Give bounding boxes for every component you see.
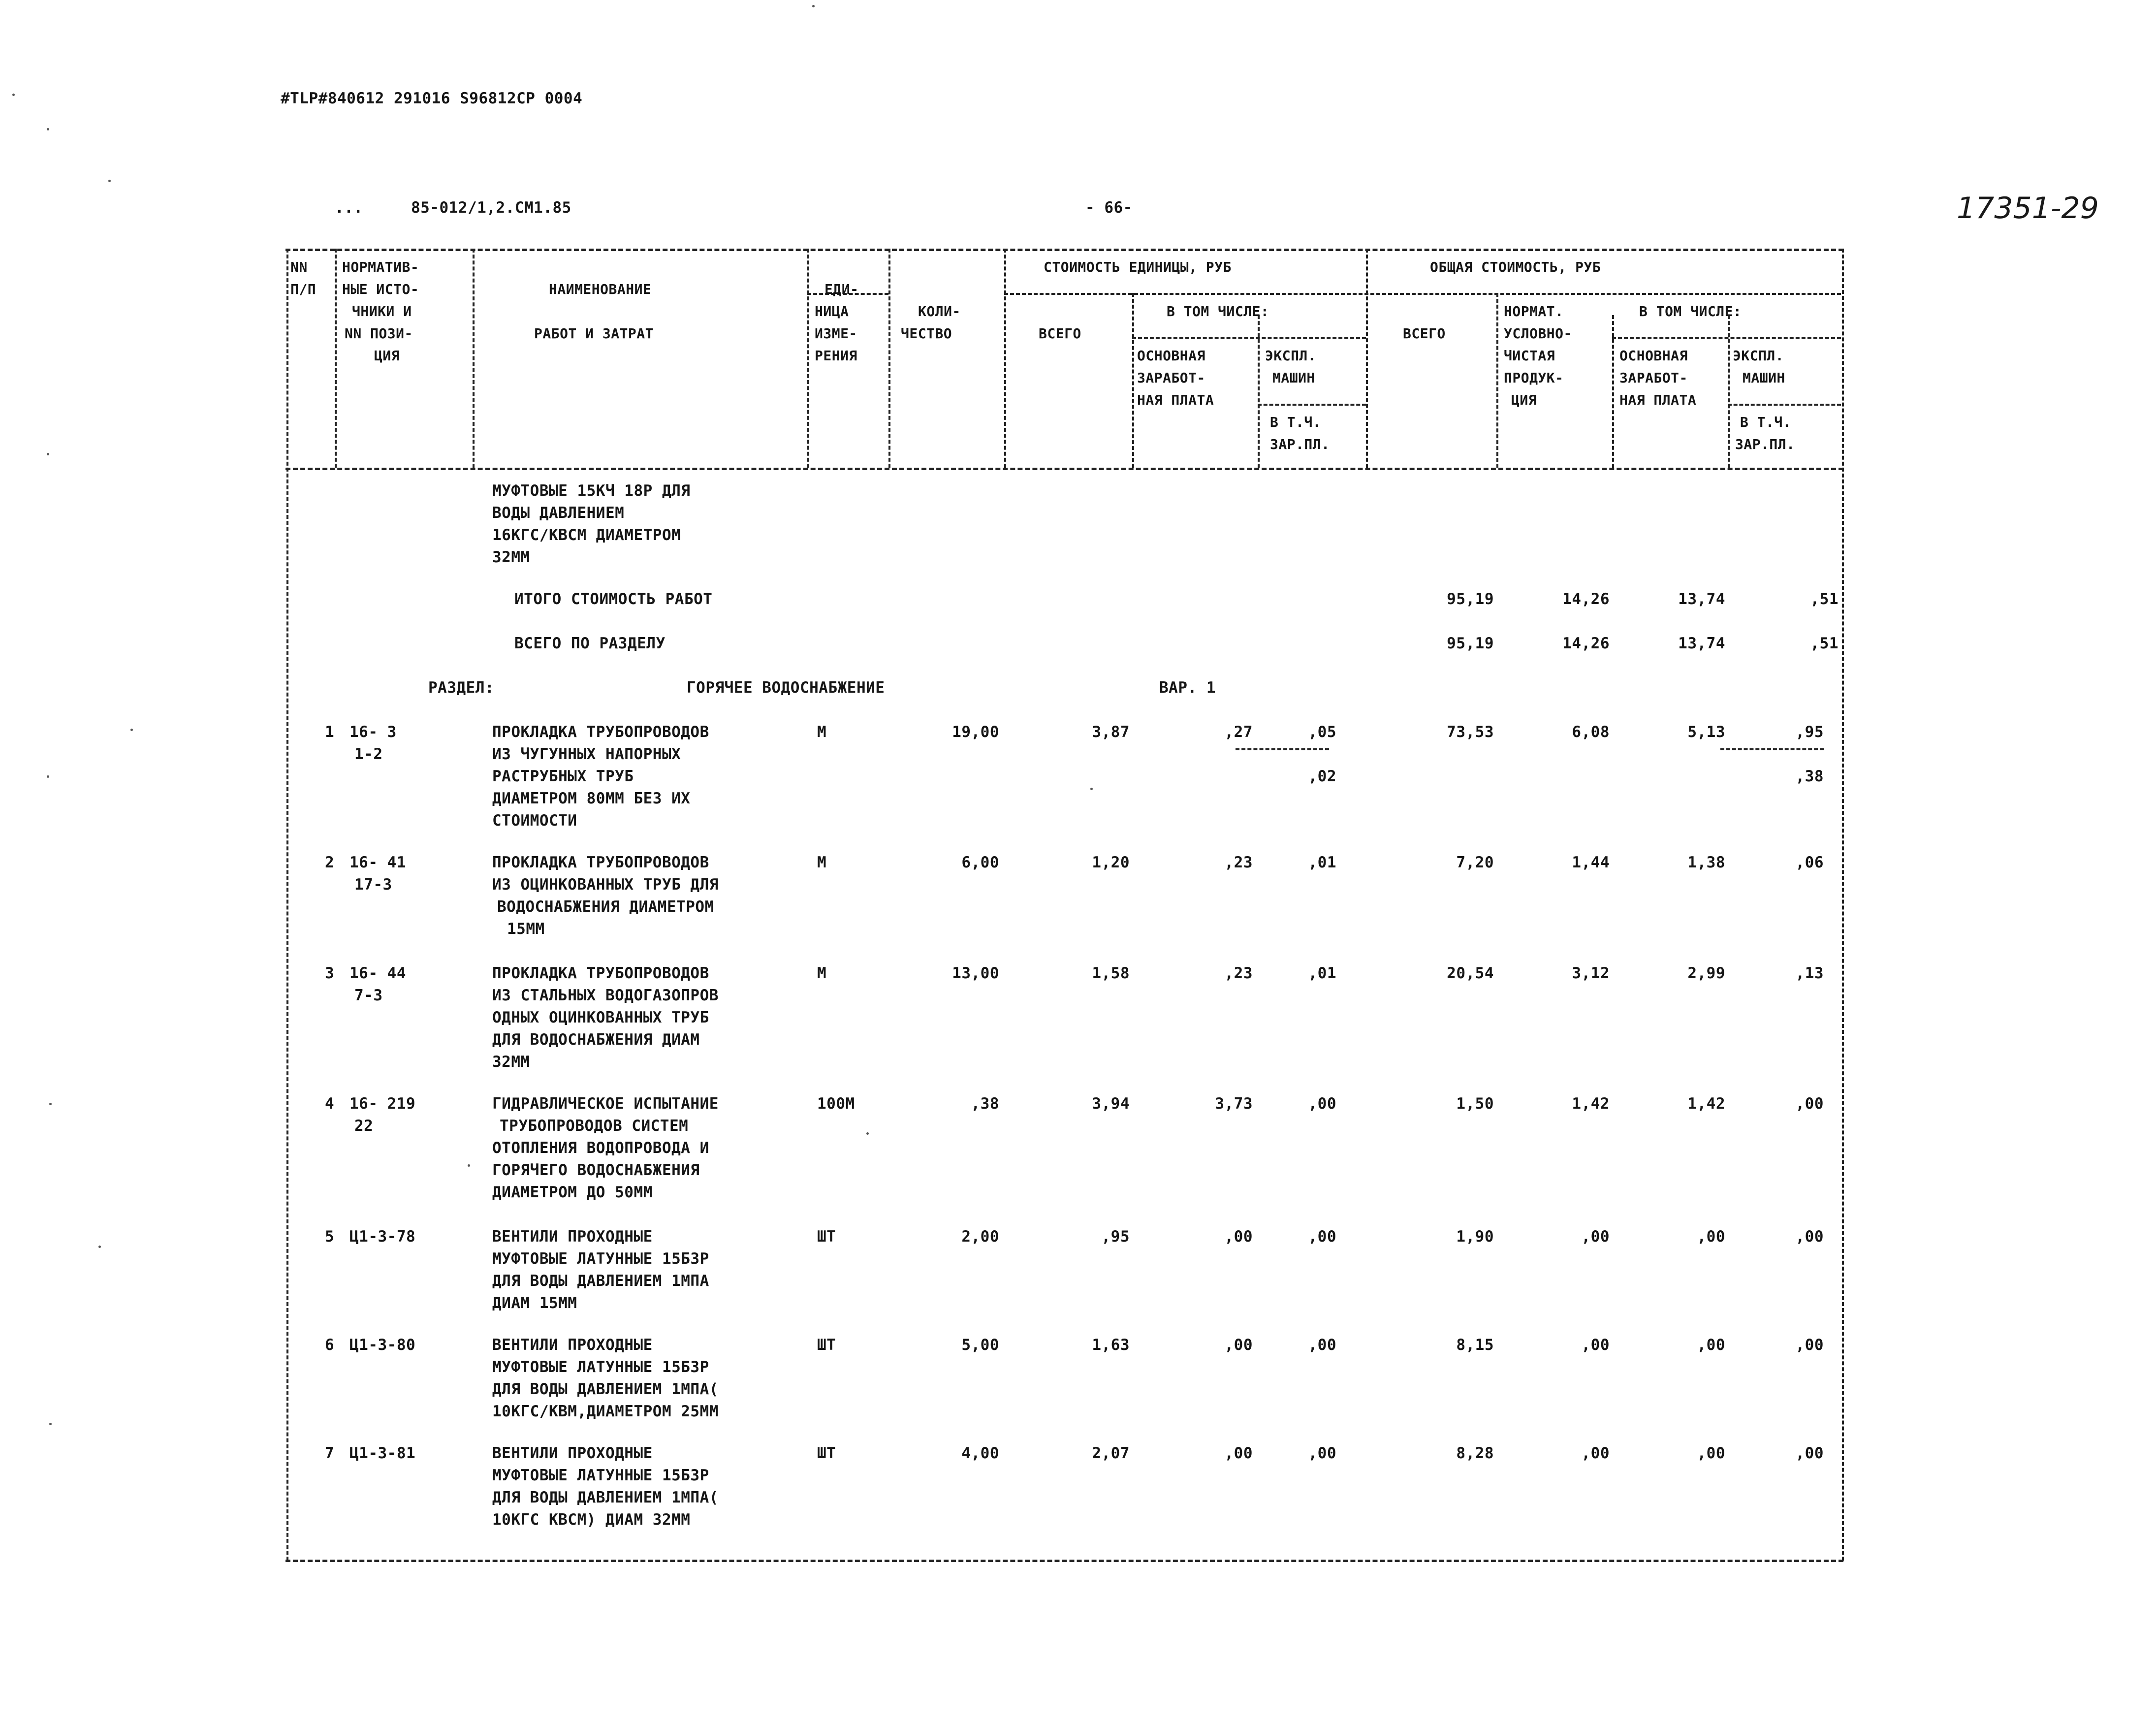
- item-number: 7: [325, 1444, 335, 1462]
- item-divider: [1720, 748, 1824, 750]
- header-col-sep: [473, 249, 475, 468]
- item-name-line: ДЛЯ ВОДОСНАБЖЕНИЯ ДИАМ: [492, 1031, 700, 1049]
- item-unit-total: ,95: [1101, 1228, 1130, 1246]
- item-unit-ekspl: ,00: [1308, 1444, 1336, 1462]
- item-name-line: ДЛЯ ВОДЫ ДАВЛЕНИЕМ 1МПА(: [492, 1489, 719, 1506]
- item-unit: 100М: [817, 1095, 855, 1113]
- item-name-line: ОДНЫХ ОЦИНКОВАННЫХ ТРУБ: [492, 1009, 709, 1026]
- header-sub-sep: [1132, 337, 1366, 339]
- item-normat: 3,12: [1572, 964, 1610, 982]
- item-total-zp: ,00: [1697, 1336, 1725, 1354]
- item-total-zp: 1,42: [1687, 1095, 1725, 1113]
- header-qty: ЧЕСТВО: [901, 325, 952, 342]
- summary-zp: 13,74: [1678, 590, 1725, 608]
- item-unit-zp: ,23: [1224, 964, 1253, 982]
- scan-speck: [47, 775, 49, 778]
- item-unit-ekspl: ,00: [1308, 1095, 1336, 1113]
- item-unit: ШТ: [817, 1336, 836, 1354]
- item-unit-total: 1,20: [1092, 854, 1130, 871]
- header-sub-sep: [1258, 404, 1366, 406]
- item-name-line: 32ММ: [492, 1053, 530, 1071]
- header-unit-total: ВСЕГО: [1039, 325, 1081, 342]
- header-total-zp: ОСНОВНАЯ: [1619, 348, 1688, 364]
- header-sub-sep: [1728, 404, 1841, 406]
- scan-speck: [812, 5, 815, 7]
- item-total: 7,20: [1456, 854, 1494, 871]
- header-unit-ekspl: ЭКСПЛ.: [1265, 348, 1317, 364]
- page-prefix: ...: [335, 199, 363, 217]
- item-unit-ekspl: ,01: [1308, 964, 1336, 982]
- item-number: 2: [325, 854, 335, 871]
- item-unit-total: 1,58: [1092, 964, 1130, 982]
- header-total-vt: В Т.Ч.: [1740, 414, 1792, 430]
- item-norm: 1-2: [354, 745, 383, 763]
- item-normat: 6,08: [1572, 723, 1610, 741]
- header-name: РАБОТ И ЗАТРАТ: [534, 325, 654, 342]
- header-unit-zp: ЗАРАБОТ-: [1137, 370, 1205, 386]
- item-qty: 13,00: [952, 964, 999, 982]
- page-number: - 66-: [1085, 199, 1133, 217]
- scan-speck: [98, 1246, 101, 1248]
- item-total-ekspl: ,00: [1795, 1336, 1824, 1354]
- summary-normat: 14,26: [1562, 590, 1610, 608]
- table-bottom-border: [285, 1560, 1843, 1562]
- header-norm: ЧНИКИ И: [352, 303, 412, 320]
- header-total-ekspl: ЭКСПЛ.: [1733, 348, 1784, 364]
- scan-speck: [866, 1132, 869, 1135]
- item-unit-zp: 3,73: [1215, 1095, 1253, 1113]
- header-normat: ЦИЯ: [1511, 392, 1537, 408]
- header-sub-sep: [1612, 337, 1841, 339]
- item-name-line: ДИАМЕТРОМ ДО 50ММ: [492, 1183, 653, 1201]
- handwritten-reference: 17351-29: [1957, 191, 2099, 225]
- item-unit-total: 2,07: [1092, 1444, 1130, 1462]
- item-normat: ,00: [1581, 1336, 1610, 1354]
- item-name-line: ИЗ СТАЛЬНЫХ ВОДОГАЗОПРОВ: [492, 987, 719, 1004]
- table-left-border: [286, 249, 288, 1561]
- item-normat: ,00: [1581, 1444, 1610, 1462]
- item-name-line: ПРОКЛАДКА ТРУБОПРОВОДОВ: [492, 723, 709, 741]
- header-sub-sep: [1004, 293, 1841, 295]
- header-qty: КОЛИ-: [918, 303, 961, 320]
- header-unit-zp: НАЯ ПЛАТА: [1137, 392, 1214, 408]
- header-unit-incl: В ТОМ ЧИСЛЕ:: [1167, 303, 1269, 320]
- item-total-zp: ,00: [1697, 1228, 1725, 1246]
- item-name-line: ВЕНТИЛИ ПРОХОДНЫЕ: [492, 1444, 653, 1462]
- scan-speck: [49, 1103, 52, 1105]
- header-norm: НОРМАТИВ-: [342, 259, 419, 275]
- item-total-zp: 2,99: [1687, 964, 1725, 982]
- item-qty: 4,00: [961, 1444, 999, 1462]
- item-unit-vt: ,02: [1308, 768, 1336, 785]
- item-total-ekspl: ,95: [1795, 723, 1824, 741]
- item-name-line: ТРУБОПРОВОДОВ СИСТЕМ: [500, 1117, 689, 1135]
- item-number: 6: [325, 1336, 335, 1354]
- summary-total: 95,19: [1447, 635, 1494, 652]
- item-name-line: ВЕНТИЛИ ПРОХОДНЫЕ: [492, 1336, 653, 1354]
- item-number: 5: [325, 1228, 335, 1246]
- item-normat: 1,44: [1572, 854, 1610, 871]
- item-name-line: ГОРЯЧЕГО ВОДОСНАБЖЕНИЯ: [492, 1161, 700, 1179]
- item-total: 1,90: [1456, 1228, 1494, 1246]
- item-unit-ekspl: ,00: [1308, 1228, 1336, 1246]
- item-unit-zp: ,00: [1224, 1444, 1253, 1462]
- item-normat: ,00: [1581, 1228, 1610, 1246]
- item-name-line: МУФТОВЫЕ ЛАТУННЫЕ 15Б3Р: [492, 1467, 709, 1484]
- table-top-border: [285, 249, 1843, 251]
- table-right-border: [1842, 249, 1844, 1561]
- item-qty: 6,00: [961, 854, 999, 871]
- header-normat: УСЛОВНО-: [1504, 325, 1572, 342]
- summary-label: ИТОГО СТОИМОСТЬ РАБОТ: [514, 590, 713, 608]
- item-total: 73,53: [1447, 723, 1494, 741]
- header-norm: NN ПОЗИ-: [345, 325, 413, 342]
- item-unit: ШТ: [817, 1444, 836, 1462]
- scan-speck: [12, 94, 15, 96]
- header-col-sep: [335, 249, 337, 468]
- item-norm: Ц1-3-81: [349, 1444, 416, 1462]
- header-col-sep: [1496, 293, 1498, 468]
- item-qty: 5,00: [961, 1336, 999, 1354]
- header-nn: NN: [290, 259, 308, 275]
- item-unit-zp: ,23: [1224, 854, 1253, 871]
- header-norm: НЫЕ ИСТО-: [342, 281, 419, 297]
- item-total-zp: 1,38: [1687, 854, 1725, 871]
- item-norm: Ц1-3-78: [349, 1228, 416, 1246]
- item-name-line: ДИАМЕТРОМ 80ММ БЕЗ ИХ: [492, 790, 691, 807]
- item-unit-ekspl: ,00: [1308, 1336, 1336, 1354]
- item-total: 1,50: [1456, 1095, 1494, 1113]
- summary-zp: 13,74: [1678, 635, 1725, 652]
- item-total: 8,15: [1456, 1336, 1494, 1354]
- item-name-line: ОТОПЛЕНИЯ ВОДОПРОВОДА И: [492, 1139, 709, 1157]
- item-norm: 16- 44: [349, 964, 406, 982]
- item-name-line: ДЛЯ ВОДЫ ДАВЛЕНИЕМ 1МПА: [492, 1272, 709, 1290]
- item-name-line: ИЗ ОЦИНКОВАННЫХ ТРУБ ДЛЯ: [492, 876, 719, 894]
- item-norm: 17-3: [354, 876, 392, 894]
- item-number: 4: [325, 1095, 335, 1113]
- item-name-line: ПРОКЛАДКА ТРУБОПРОВОДОВ: [492, 854, 709, 871]
- header-unit: НИЦА: [815, 303, 849, 320]
- header-unit-vt: В Т.Ч.: [1270, 414, 1322, 430]
- scan-speck: [47, 128, 49, 130]
- item-total-ekspl: ,06: [1795, 854, 1824, 871]
- item-norm: 16- 219: [349, 1095, 416, 1113]
- item-total-zp: 5,13: [1687, 723, 1725, 741]
- header-normat: ПРОДУК-: [1504, 370, 1564, 386]
- section-name: ГОРЯЧЕЕ ВОДОСНАБЖЕНИЕ: [687, 679, 885, 697]
- summary-vt: ,51: [1810, 635, 1839, 652]
- item-unit-total: 3,94: [1092, 1095, 1130, 1113]
- carry-over-line: 16КГС/КВСМ ДИАМЕТРОМ: [492, 526, 681, 544]
- item-number: 1: [325, 723, 335, 741]
- summary-vt: ,51: [1810, 590, 1839, 608]
- item-unit-total: 3,87: [1092, 723, 1130, 741]
- item-total-ekspl: ,00: [1795, 1095, 1824, 1113]
- item-total-zp: ,00: [1697, 1444, 1725, 1462]
- item-unit: ШТ: [817, 1228, 836, 1246]
- item-qty: 2,00: [961, 1228, 999, 1246]
- item-unit: М: [817, 964, 827, 982]
- summary-label: ВСЕГО ПО РАЗДЕЛУ: [514, 635, 666, 652]
- header-total-ekspl: МАШИН: [1743, 370, 1785, 386]
- item-name-line: ИЗ ЧУГУННЫХ НАПОРНЫХ: [492, 745, 681, 763]
- item-total-ekspl: ,13: [1795, 964, 1824, 982]
- header-col-sep: [1366, 249, 1368, 468]
- header-total-incl: В ТОМ ЧИСЛЕ:: [1639, 303, 1742, 320]
- item-unit-ekspl: ,01: [1308, 854, 1336, 871]
- item-name-line: 15ММ: [507, 920, 545, 938]
- carry-over-line: ВОДЫ ДАВЛЕНИЕМ: [492, 504, 625, 522]
- header-unit: ЕДИ-: [824, 281, 859, 297]
- header-bottom-border: [285, 468, 1843, 470]
- item-total-ekspl: ,00: [1795, 1444, 1824, 1462]
- item-normat: 1,42: [1572, 1095, 1610, 1113]
- header-col-sep: [1132, 293, 1134, 468]
- header-normat: НОРМАТ.: [1504, 303, 1564, 320]
- page-code: 85-012/1,2.СМ1.85: [411, 199, 571, 217]
- summary-total: 95,19: [1447, 590, 1494, 608]
- header-total-zp: ЗАРАБОТ-: [1619, 370, 1688, 386]
- item-total: 8,28: [1456, 1444, 1494, 1462]
- scan-speck: [130, 729, 133, 731]
- item-name-line: МУФТОВЫЕ ЛАТУННЫЕ 15Б3Р: [492, 1250, 709, 1268]
- header-unit-cost: СТОИМОСТЬ ЕДИНИЦЫ, РУБ: [1044, 259, 1232, 275]
- header-normat: ЧИСТАЯ: [1504, 348, 1555, 364]
- item-norm: 16- 41: [349, 854, 406, 871]
- summary-normat: 14,26: [1562, 635, 1610, 652]
- carry-over-line: 32ММ: [492, 548, 530, 566]
- document-code: #TLP#840612 291016 S96812CP 0004: [281, 90, 583, 107]
- item-name-line: ПРОКЛАДКА ТРУБОПРОВОДОВ: [492, 964, 709, 982]
- header-col-sep: [888, 249, 890, 468]
- item-unit: М: [817, 723, 827, 741]
- item-unit-zp: ,27: [1224, 723, 1253, 741]
- item-unit: М: [817, 854, 827, 871]
- item-unit-zp: ,00: [1224, 1336, 1253, 1354]
- item-norm: Ц1-3-80: [349, 1336, 416, 1354]
- item-number: 3: [325, 964, 335, 982]
- item-name-line: 10КГС/КВМ,ДИАМЕТРОМ 25ММ: [492, 1403, 719, 1420]
- item-name-line: ДЛЯ ВОДЫ ДАВЛЕНИЕМ 1МПА(: [492, 1380, 719, 1398]
- item-total-vt: ,38: [1795, 768, 1824, 785]
- header-total-total: ВСЕГО: [1403, 325, 1446, 342]
- item-unit-zp: ,00: [1224, 1228, 1253, 1246]
- item-norm: 7-3: [354, 987, 383, 1004]
- header-total-zp: НАЯ ПЛАТА: [1619, 392, 1697, 408]
- item-unit-ekspl: ,05: [1308, 723, 1336, 741]
- item-unit-total: 1,63: [1092, 1336, 1130, 1354]
- item-name-line: 10КГС КВСМ) ДИАМ 32ММ: [492, 1511, 691, 1529]
- scan-speck: [47, 453, 49, 455]
- header-total-cost: ОБЩАЯ СТОИМОСТЬ, РУБ: [1430, 259, 1601, 275]
- item-norm: 16- 3: [349, 723, 397, 741]
- item-total-ekspl: ,00: [1795, 1228, 1824, 1246]
- header-unit-vt: ЗАР.ПЛ.: [1270, 436, 1330, 452]
- item-name-line: ГИДРАВЛИЧЕСКОЕ ИСПЫТАНИЕ: [492, 1095, 719, 1113]
- scan-speck: [108, 180, 111, 182]
- header-nn: П/П: [290, 281, 317, 297]
- item-total: 20,54: [1447, 964, 1494, 982]
- header-col-sep: [807, 249, 809, 468]
- header-col-sep: [1004, 249, 1006, 468]
- scan-speck: [1090, 788, 1093, 790]
- item-name-line: ДИАМ 15ММ: [492, 1294, 577, 1312]
- item-qty: ,38: [971, 1095, 999, 1113]
- item-name-line: ВЕНТИЛИ ПРОХОДНЫЕ: [492, 1228, 653, 1246]
- header-unit: ИЗМЕ-: [815, 325, 857, 342]
- scan-speck: [49, 1423, 52, 1425]
- section-label: РАЗДЕЛ:: [428, 679, 495, 697]
- scan-speck: [468, 1164, 470, 1167]
- header-norm: ЦИЯ: [374, 348, 400, 364]
- item-name-line: РАСТРУБНЫХ ТРУБ: [492, 768, 634, 785]
- item-norm: 22: [354, 1117, 374, 1135]
- section-variant: ВАР. 1: [1159, 679, 1216, 697]
- item-name-line: СТОИМОСТИ: [492, 812, 577, 830]
- header-name: НАИМЕНОВАНИЕ: [549, 281, 652, 297]
- item-name-line: МУФТОВЫЕ ЛАТУННЫЕ 15Б3Р: [492, 1358, 709, 1376]
- item-qty: 19,00: [952, 723, 999, 741]
- header-unit-zp: ОСНОВНАЯ: [1137, 348, 1205, 364]
- header-total-vt: ЗАР.ПЛ.: [1735, 436, 1795, 452]
- item-name-line: ВОДОСНАБЖЕНИЯ ДИАМЕТРОМ: [497, 898, 714, 916]
- carry-over-line: МУФТОВЫЕ 15КЧ 18Р ДЛЯ: [492, 482, 691, 500]
- header-unit-ekspl: МАШИН: [1272, 370, 1315, 386]
- header-unit: РЕНИЯ: [815, 348, 857, 364]
- item-divider: [1236, 748, 1329, 750]
